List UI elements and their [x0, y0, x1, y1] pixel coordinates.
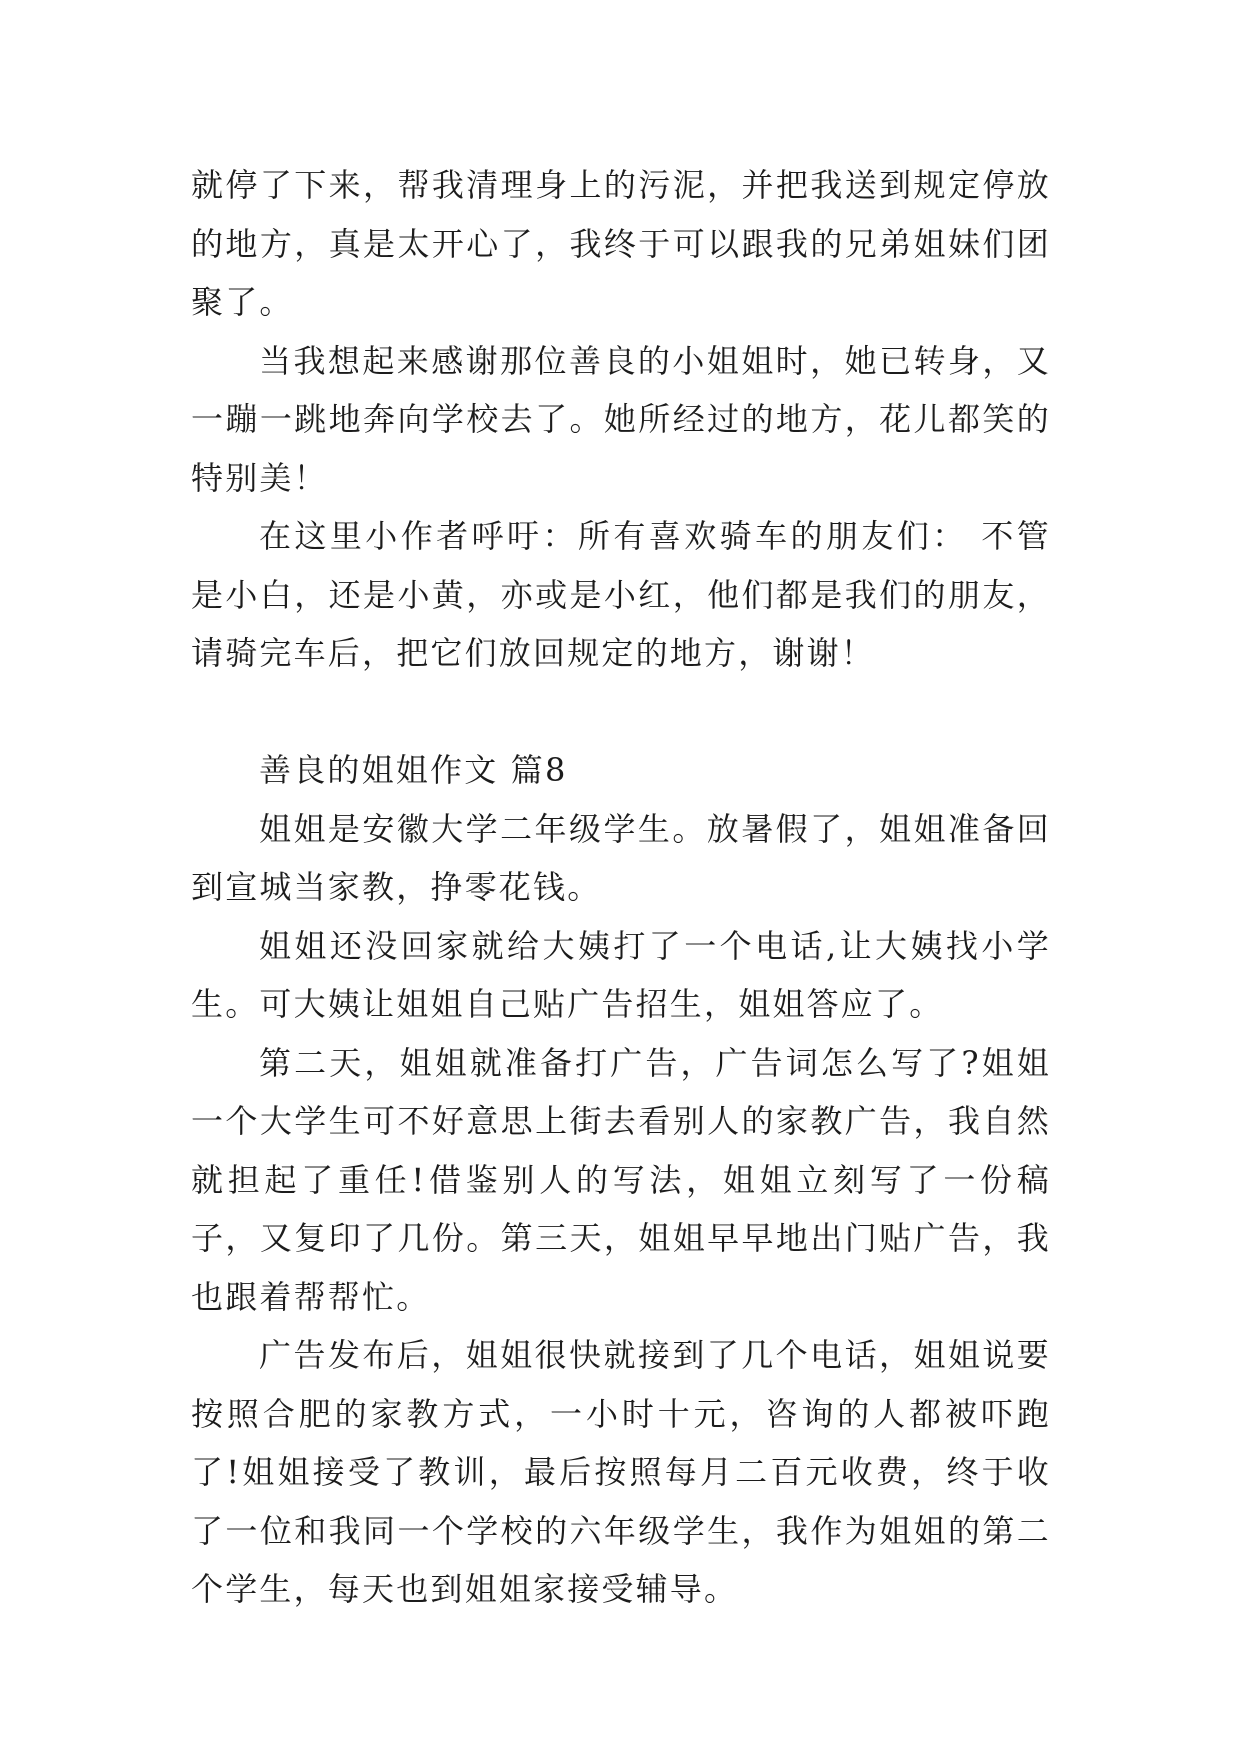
paragraph: 第二天，姐姐就准备打广告，广告词怎么写了?姐姐一个大学生可不好意思上街去看别人的家教广告，我自然就担起了重任!借鉴别人的写法，姐姐立刻写了一份稿子，又复印了几份。第三天，姐姐早早地出门贴广告，我也跟着帮帮忙。	[191, 1043, 1051, 1316]
paragraph-continued: 就停了下来，帮我清理身上的污泥，并把我送到规定停放的地方，真是太开心了，我终于可以跟我的兄弟姐妹们团聚了。	[191, 166, 1051, 321]
section-heading: 善良的姐姐作文 篇8	[259, 751, 568, 789]
section-spacer	[191, 683, 1051, 742]
document-body	[191, 156, 1051, 1619]
paragraph: 广告发布后，姐姐很快就接到了几个电话，姐姐说要按照合肥的家教方式，一小时十元，咨询的人都被吓跑了!姐姐接受了教训，最后按照每月二百元收费，终于收了一位和我同一个学校的六年级学生，我作为姐姐的第二个学生，每天也到姐姐家接受辅导。	[191, 1336, 1051, 1608]
paragraph: 姐姐还没回家就给大姨打了一个电话,让大姨找小学生。可大姨让姐姐自己贴广告招生，姐姐答应了。	[191, 926, 1051, 1023]
paragraph: 当我想起来感谢那位善良的小姐姐时，她已转身，又一蹦一跳地奔向学校去了。她所经过的地方，花儿都笑的特别美！	[191, 341, 1051, 497]
paragraph: 在这里小作者呼吁：所有喜欢骑车的朋友们： 不管是小白，还是小黄，亦或是小红，他们都是我们的朋友，请骑完车后，把它们放回规定的地方，谢谢！	[191, 517, 1051, 672]
paragraph: 姐姐是安徽大学二年级学生。放暑假了，姐姐准备回到宣城当家教，挣零花钱。	[191, 809, 1051, 906]
